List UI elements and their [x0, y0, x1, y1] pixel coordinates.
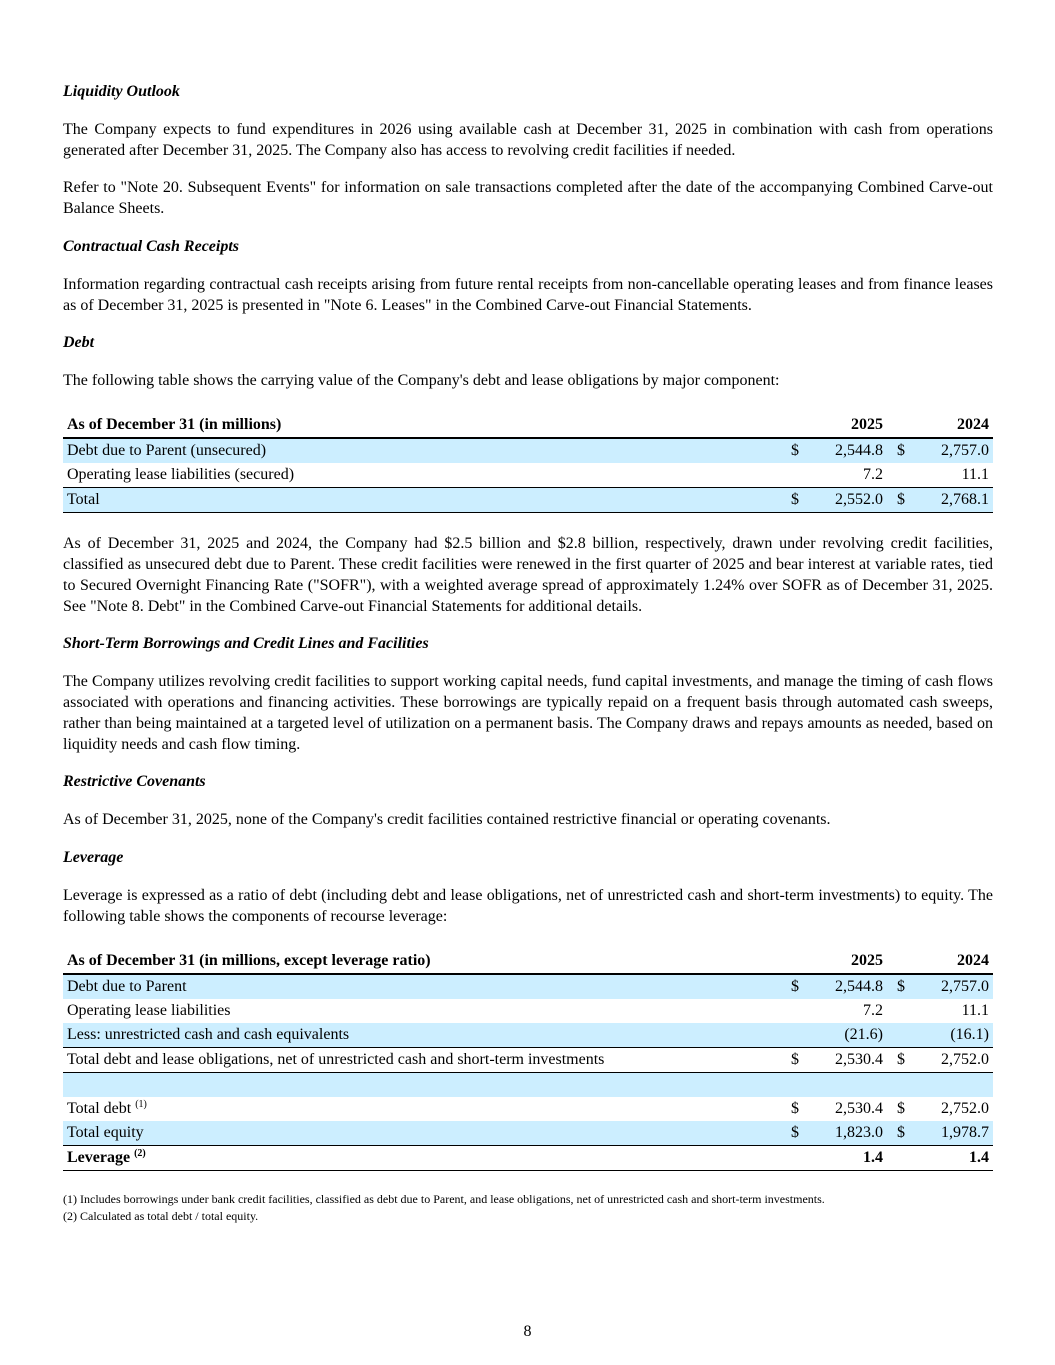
heading-restrictive-covenants: Restrictive Covenants: [63, 773, 206, 790]
footnote-ref: (2): [134, 1148, 146, 1159]
paragraph: Information regarding contractual cash receipts arising from future rental receipts from non-cancellable operating leases and from finance leases as of December 31, 2025 is presented in "Note 6. Leases" in the Combined Carve-out Financial Statements.: [63, 276, 993, 314]
debt-table: [63, 413, 993, 513]
footnote-ref: (1): [135, 1099, 147, 1110]
paragraph: As of December 31, 2025 and 2024, the Company had $2.5 billion and $2.8 billion, respectively, drawn under revolving credit facilities, classified as unsecured debt due to Parent. These credit facilities were renewed in the first quarter of 2025 and bear interest at variable rates, tied to Secured Overnight Financing Rate ("SOFR"), with a weighted average spread of approximately 1.24% over SOFR as of December 31, 2025. See "Note 8. Debt" in the Combined Carve-out Financial Statements for additional details.: [63, 535, 993, 615]
table-row: Total equity $ 1,823.0 $ 1,978.7: [63, 1121, 993, 1146]
paragraph: The Company utilizes revolving credit facilities to support working capital needs, fund capital investments, and manage the timing of cash flows associated with operations and financing activities. These borrowings are typically repaid on a frequent basis through automated cash sweeps, rather than being maintained at a targeted level of utilization on a permanent basis. The Company draws and repays amounts as needed, based on liquidity needs and cash flow timing.: [63, 673, 993, 753]
paragraph: Refer to "Note 20. Subsequent Events" for information on sale transactions completed after the date of the accompanying Combined Carve-out Balance Sheets.: [63, 179, 993, 217]
heading-liquidity-outlook: Liquidity Outlook: [63, 83, 180, 100]
leverage-table: [63, 949, 993, 1171]
heading-debt: Debt: [63, 334, 95, 351]
heading-contractual-cash-receipts: Contractual Cash Receipts: [63, 238, 240, 255]
paragraph: Leverage is expressed as a ratio of debt (including debt and lease obligations, net of unrestricted cash and short-term investments) to equity. The following table shows the components of recourse leverage:: [63, 887, 993, 925]
footnote: (2) Calculated as total debt / total equity.: [63, 1209, 259, 1223]
table-header: As of December 31 (in millions, except leverage ratio) 2025 2024: [63, 949, 993, 974]
table-row: Total debt $^{(1)}$ $ 2,530.4 $ 2,752.0: [67, 1099, 989, 1117]
footnote: (1) Includes borrowings under bank credit facilities, classified as debt due to Parent, and lease obligations, net of unrestricted cash and short-term investments.: [63, 1192, 825, 1206]
table-total-row: Total $ 2,552.0 $ 2,768.1: [63, 488, 993, 513]
table-row: Operating lease liabilities 7.2 11.1: [67, 1002, 989, 1019]
paragraph: The following table shows the carrying value of the Company's debt and lease obligations by major component:: [63, 372, 780, 389]
table-row: Debt due to Parent (unsecured) $ 2,544.8 $ 2,757.0: [63, 438, 993, 463]
table-row: Less: unrestricted cash and cash equivalents (21.6) (16.1): [63, 1023, 993, 1048]
table-row: Operating lease liabilities (secured) 7.2 11.1: [67, 466, 989, 483]
table-spacer-row: [63, 1073, 993, 1098]
table-total-row: Leverage $^{(2)}$ 1.4 1.4: [63, 1146, 993, 1171]
heading-short-term-borrowings: Short-Term Borrowings and Credit Lines and Facilities: [63, 635, 429, 652]
paragraph: As of December 31, 2025, none of the Company's credit facilities contained restrictive financial or operating covenants.: [63, 811, 831, 828]
table-subtotal-row: Total debt and lease obligations, net of unrestricted cash and short-term investments $ 2,530.4 $ 2,752.0: [63, 1048, 993, 1073]
table-header: As of December 31 (in millions) 2025 2024: [63, 413, 993, 438]
table-row: Debt due to Parent $ 2,544.8 $ 2,757.0: [63, 974, 993, 999]
page-number: 8: [523, 1323, 532, 1340]
paragraph: The Company expects to fund expenditures in 2026 using available cash at December 31, 2025 in combination with cash from operations generated after December 31, 2025. The Company also has access to revolving credit facilities if needed.: [63, 121, 993, 159]
heading-leverage: Leverage: [63, 849, 124, 866]
